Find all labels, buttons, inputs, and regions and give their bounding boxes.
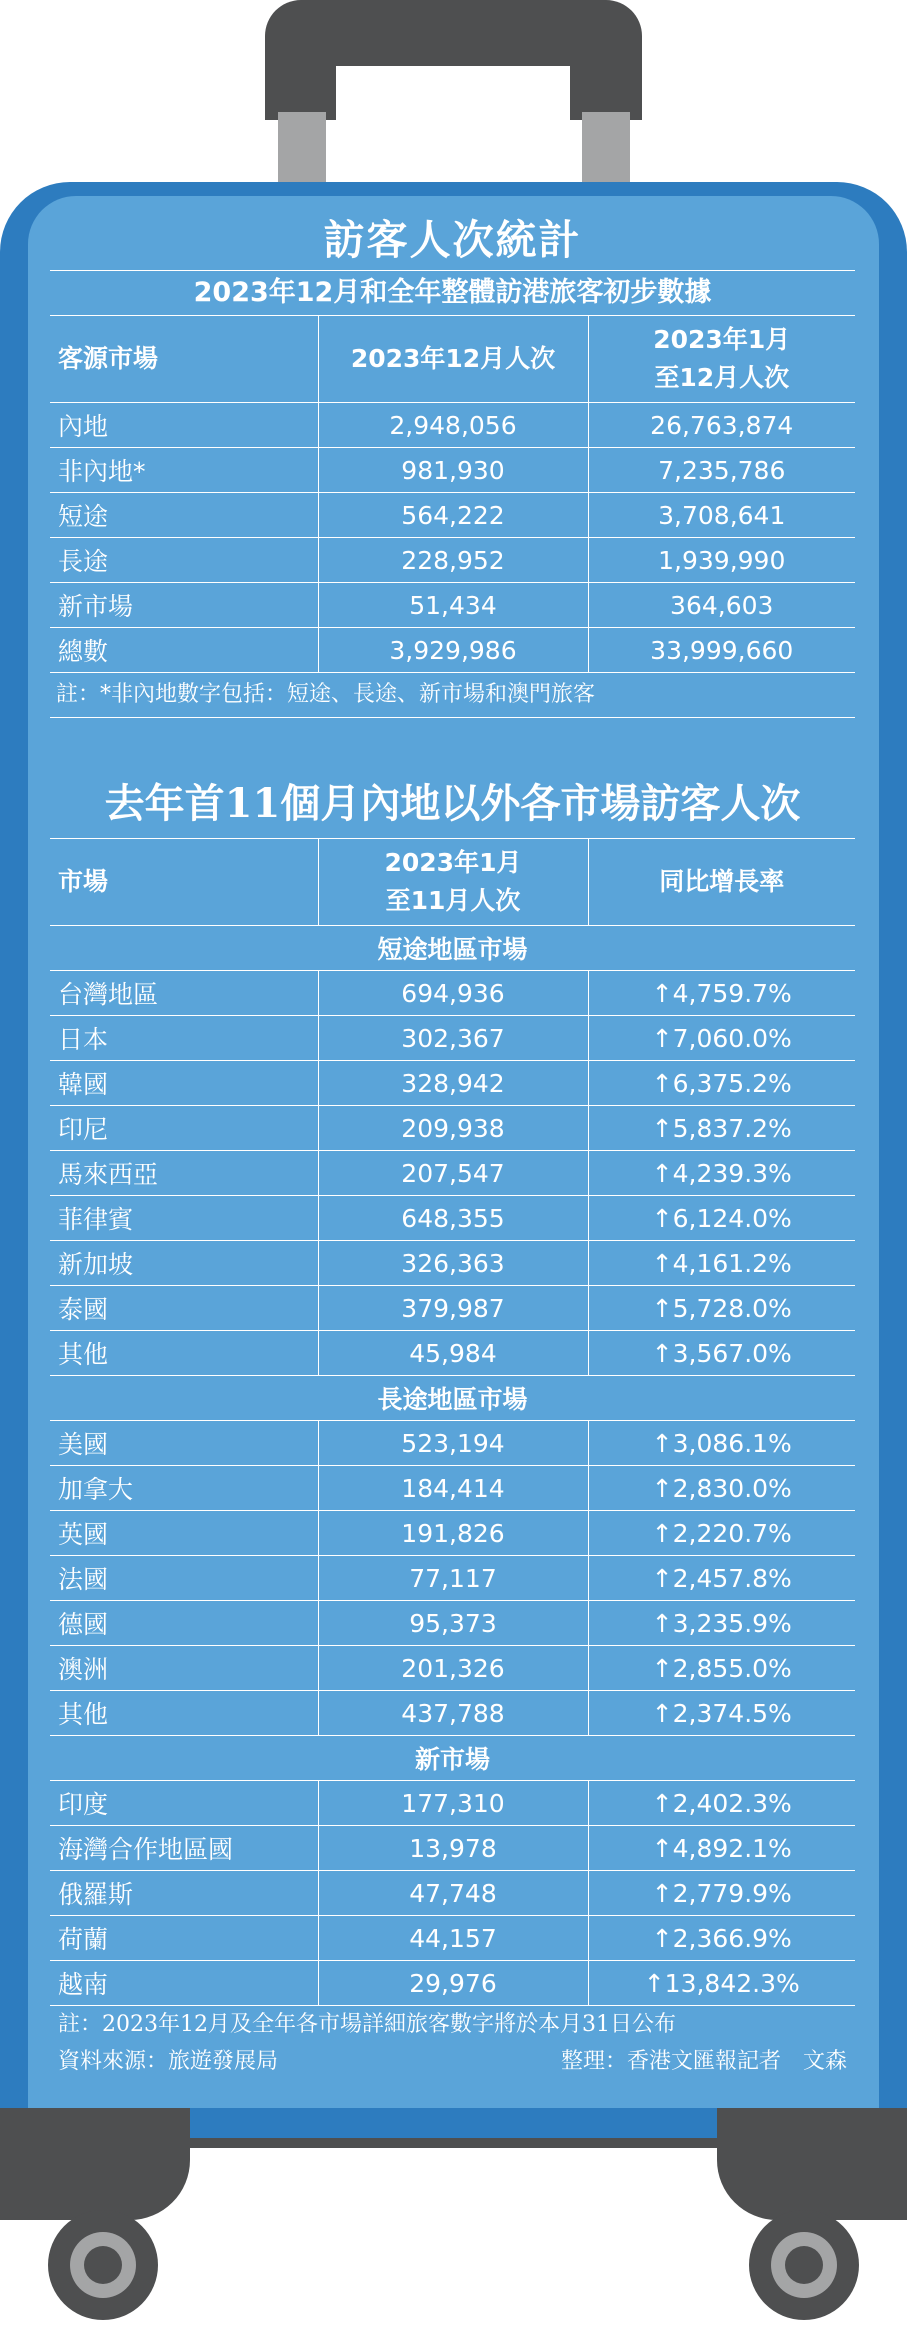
up-arrow-icon: ↑: [643, 1968, 665, 1998]
table-row: [50, 448, 855, 493]
table-row: [50, 1601, 855, 1646]
growth-rate: [588, 971, 855, 1016]
growth-value: 3,235.9%: [672, 1608, 792, 1638]
growth-value: 2,220.7%: [672, 1518, 792, 1548]
market-name: 總數: [50, 628, 318, 673]
market-name: 印度: [50, 1781, 318, 1826]
market-name: 美國: [50, 1421, 318, 1466]
year-visitors: 7,235,786: [588, 448, 855, 493]
growth-rate: [588, 1871, 855, 1916]
visitors-count: 45,984: [318, 1331, 588, 1376]
market-name: 海灣合作地區國: [50, 1826, 318, 1871]
growth-value: 6,124.0%: [672, 1203, 792, 1233]
visitors-count: 648,355: [318, 1196, 588, 1241]
visitors-count: 209,938: [318, 1106, 588, 1151]
table-row: [50, 1511, 855, 1556]
up-arrow-icon: ↑: [651, 1293, 673, 1323]
table-row: [50, 1646, 855, 1691]
growth-rate: [588, 1601, 855, 1646]
table2-header-row: [50, 839, 855, 926]
infographic-content: [50, 210, 855, 2080]
source-text: 資料來源：旅遊發展局: [58, 2049, 279, 2074]
market-name: 泰國: [50, 1286, 318, 1331]
table1: [50, 316, 855, 673]
market-name: 馬來西亞: [50, 1151, 318, 1196]
visitors-count: 47,748: [318, 1871, 588, 1916]
growth-value: 3,086.1%: [672, 1428, 792, 1458]
table2-body: [50, 926, 855, 2006]
handle-pole-right: [582, 112, 630, 192]
market-name: 俄羅斯: [50, 1871, 318, 1916]
market-name: 台灣地區: [50, 971, 318, 1016]
dec-visitors: 2,948,056: [318, 403, 588, 448]
table1-header-row: [50, 316, 855, 403]
visitors-count: 523,194: [318, 1421, 588, 1466]
growth-rate: [588, 1511, 855, 1556]
table-row: [50, 1016, 855, 1061]
visitors-count: 44,157: [318, 1916, 588, 1961]
visitors-count: 77,117: [318, 1556, 588, 1601]
table1-subtitle: 2023年12月和全年整體訪港旅客初步數據: [50, 270, 855, 316]
growth-rate: [588, 1826, 855, 1871]
up-arrow-icon: ↑: [651, 1608, 673, 1638]
table2-note: 註：2023年12月及全年各市場詳細旅客數字將於本月31日公布: [58, 2012, 676, 2037]
up-arrow-icon: ↑: [651, 1518, 673, 1548]
table-row: [50, 1286, 855, 1331]
growth-rate: [588, 1016, 855, 1061]
market-name: 菲律賓: [50, 1196, 318, 1241]
market-name: 新市場: [50, 583, 318, 628]
table-row: [50, 1466, 855, 1511]
visitors-count: 694,936: [318, 971, 588, 1016]
table-row: [50, 403, 855, 448]
section-row: [50, 1736, 855, 1781]
visitors-count: 302,367: [318, 1016, 588, 1061]
table-row: [50, 971, 855, 1016]
table1-header-dec: 2023年12月人次: [318, 316, 588, 403]
credit-text: 整理：香港文匯報記者 文森: [560, 2049, 847, 2074]
market-name: 新加坡: [50, 1241, 318, 1286]
visitors-count: 379,987: [318, 1286, 588, 1331]
table2-header-growth: 同比增長率: [588, 839, 855, 926]
market-name: 澳洲: [50, 1646, 318, 1691]
table-row: [50, 1151, 855, 1196]
visitors-count: 13,978: [318, 1826, 588, 1871]
growth-rate: [588, 1286, 855, 1331]
growth-value: 2,830.0%: [672, 1473, 792, 1503]
table2-header-visitors: 2023年1月 至11月人次: [318, 839, 588, 926]
table-row: [50, 628, 855, 673]
growth-value: 4,892.1%: [672, 1833, 792, 1863]
table-row: [50, 1106, 855, 1151]
growth-rate: [588, 1466, 855, 1511]
growth-value: 2,374.5%: [672, 1698, 792, 1728]
visitors-count: 29,976: [318, 1961, 588, 2006]
up-arrow-icon: ↑: [651, 1203, 673, 1233]
table-row: [50, 538, 855, 583]
up-arrow-icon: ↑: [651, 1068, 673, 1098]
visitors-count: 326,363: [318, 1241, 588, 1286]
market-name: 英國: [50, 1511, 318, 1556]
growth-value: 2,457.8%: [672, 1563, 792, 1593]
dec-visitors: 564,222: [318, 493, 588, 538]
visitors-count: 177,310: [318, 1781, 588, 1826]
growth-value: 2,855.0%: [672, 1653, 792, 1683]
table1-body: [50, 403, 855, 673]
up-arrow-icon: ↑: [651, 1788, 673, 1818]
market-name: 德國: [50, 1601, 318, 1646]
growth-rate: [588, 1421, 855, 1466]
growth-rate: [588, 1781, 855, 1826]
market-name: 長途: [50, 538, 318, 583]
table2-title: 去年首11個月內地以外各市場訪客人次: [50, 770, 855, 839]
table1-header-year: 2023年1月 至12月人次: [588, 316, 855, 403]
growth-value: 4,161.2%: [672, 1248, 792, 1278]
table-row: [50, 493, 855, 538]
table-row: [50, 1691, 855, 1736]
visitors-count: 207,547: [318, 1151, 588, 1196]
growth-rate: [588, 1106, 855, 1151]
growth-rate: [588, 1331, 855, 1376]
year-visitors: 26,763,874: [588, 403, 855, 448]
growth-value: 6,375.2%: [672, 1068, 792, 1098]
growth-value: 4,239.3%: [672, 1158, 792, 1188]
section-title: 新市場: [50, 1736, 855, 1781]
table-row: [50, 1331, 855, 1376]
market-name: 越南: [50, 1961, 318, 2006]
growth-rate: [588, 1151, 855, 1196]
table-row: [50, 1241, 855, 1286]
section-row: [50, 926, 855, 971]
up-arrow-icon: ↑: [651, 1878, 673, 1908]
market-name: 印尼: [50, 1106, 318, 1151]
luggage-bottom-edge: [190, 2108, 717, 2138]
growth-rate: [588, 1691, 855, 1736]
growth-value: 13,842.3%: [664, 1968, 800, 1998]
up-arrow-icon: ↑: [651, 1923, 673, 1953]
growth-value: 2,366.9%: [672, 1923, 792, 1953]
dec-visitors: 51,434: [318, 583, 588, 628]
up-arrow-icon: ↑: [651, 1113, 673, 1143]
year-visitors: 33,999,660: [588, 628, 855, 673]
market-name: 韓國: [50, 1061, 318, 1106]
table-row: [50, 1826, 855, 1871]
growth-rate: [588, 1916, 855, 1961]
market-name: 日本: [50, 1016, 318, 1061]
visitors-count: 328,942: [318, 1061, 588, 1106]
source-line: [50, 2044, 855, 2080]
up-arrow-icon: ↑: [651, 1248, 673, 1278]
growth-value: 5,728.0%: [672, 1293, 792, 1323]
up-arrow-icon: ↑: [651, 1473, 673, 1503]
wheel-left-icon: [48, 2210, 158, 2320]
table1-header-market: 客源市場: [50, 316, 318, 403]
year-visitors: 3,708,641: [588, 493, 855, 538]
wheel-right-icon: [749, 2210, 859, 2320]
table-row: [50, 1916, 855, 1961]
table-row: [50, 1961, 855, 2006]
table-row: [50, 1421, 855, 1466]
up-arrow-icon: ↑: [651, 1698, 673, 1728]
growth-value: 3,567.0%: [672, 1338, 792, 1368]
table-row: [50, 1061, 855, 1106]
table1-note: 註：*非內地數字包括：短途、長途、新市場和澳門旅客: [50, 673, 855, 718]
market-name: 內地: [50, 403, 318, 448]
main-title: 訪客人次統計: [323, 216, 582, 264]
up-arrow-icon: ↑: [651, 1338, 673, 1368]
growth-value: 2,779.9%: [672, 1878, 792, 1908]
visitors-count: 201,326: [318, 1646, 588, 1691]
year-visitors: 364,603: [588, 583, 855, 628]
market-name: 荷蘭: [50, 1916, 318, 1961]
luggage-handle-gap: [336, 66, 570, 136]
growth-rate: [588, 1556, 855, 1601]
up-arrow-icon: ↑: [651, 1653, 673, 1683]
luggage-foot-left: [0, 2108, 190, 2220]
table-row: [50, 1556, 855, 1601]
market-name: 法國: [50, 1556, 318, 1601]
growth-rate: [588, 1241, 855, 1286]
growth-rate: [588, 1061, 855, 1106]
growth-rate: [588, 1961, 855, 2006]
table-row: [50, 1871, 855, 1916]
market-name: 加拿大: [50, 1466, 318, 1511]
table-row: [50, 1196, 855, 1241]
section-row: [50, 1376, 855, 1421]
table2-header-market: 市場: [50, 839, 318, 926]
up-arrow-icon: ↑: [651, 978, 673, 1008]
growth-value: 2,402.3%: [672, 1788, 792, 1818]
section-title: 長途地區市場: [50, 1376, 855, 1421]
visitors-count: 95,373: [318, 1601, 588, 1646]
dec-visitors: 981,930: [318, 448, 588, 493]
up-arrow-icon: ↑: [651, 1428, 673, 1458]
table2: [50, 839, 855, 2006]
market-name: 其他: [50, 1331, 318, 1376]
up-arrow-icon: ↑: [651, 1158, 673, 1188]
growth-rate: [588, 1196, 855, 1241]
growth-value: 5,837.2%: [672, 1113, 792, 1143]
growth-value: 4,759.7%: [672, 978, 792, 1008]
dec-visitors: 3,929,986: [318, 628, 588, 673]
luggage-foot-right: [717, 2108, 907, 2220]
handle-pole-left: [278, 112, 326, 192]
up-arrow-icon: ↑: [651, 1563, 673, 1593]
growth-value: 7,060.0%: [672, 1023, 792, 1053]
market-name: 其他: [50, 1691, 318, 1736]
growth-rate: [588, 1646, 855, 1691]
visitors-count: 184,414: [318, 1466, 588, 1511]
visitors-count: 437,788: [318, 1691, 588, 1736]
up-arrow-icon: ↑: [651, 1023, 673, 1053]
table-row: [50, 583, 855, 628]
up-arrow-icon: ↑: [651, 1833, 673, 1863]
section-title: 短途地區市場: [50, 926, 855, 971]
table-row: [50, 1781, 855, 1826]
dec-visitors: 228,952: [318, 538, 588, 583]
year-visitors: 1,939,990: [588, 538, 855, 583]
market-name: 非內地*: [50, 448, 318, 493]
visitors-count: 191,826: [318, 1511, 588, 1556]
market-name: 短途: [50, 493, 318, 538]
